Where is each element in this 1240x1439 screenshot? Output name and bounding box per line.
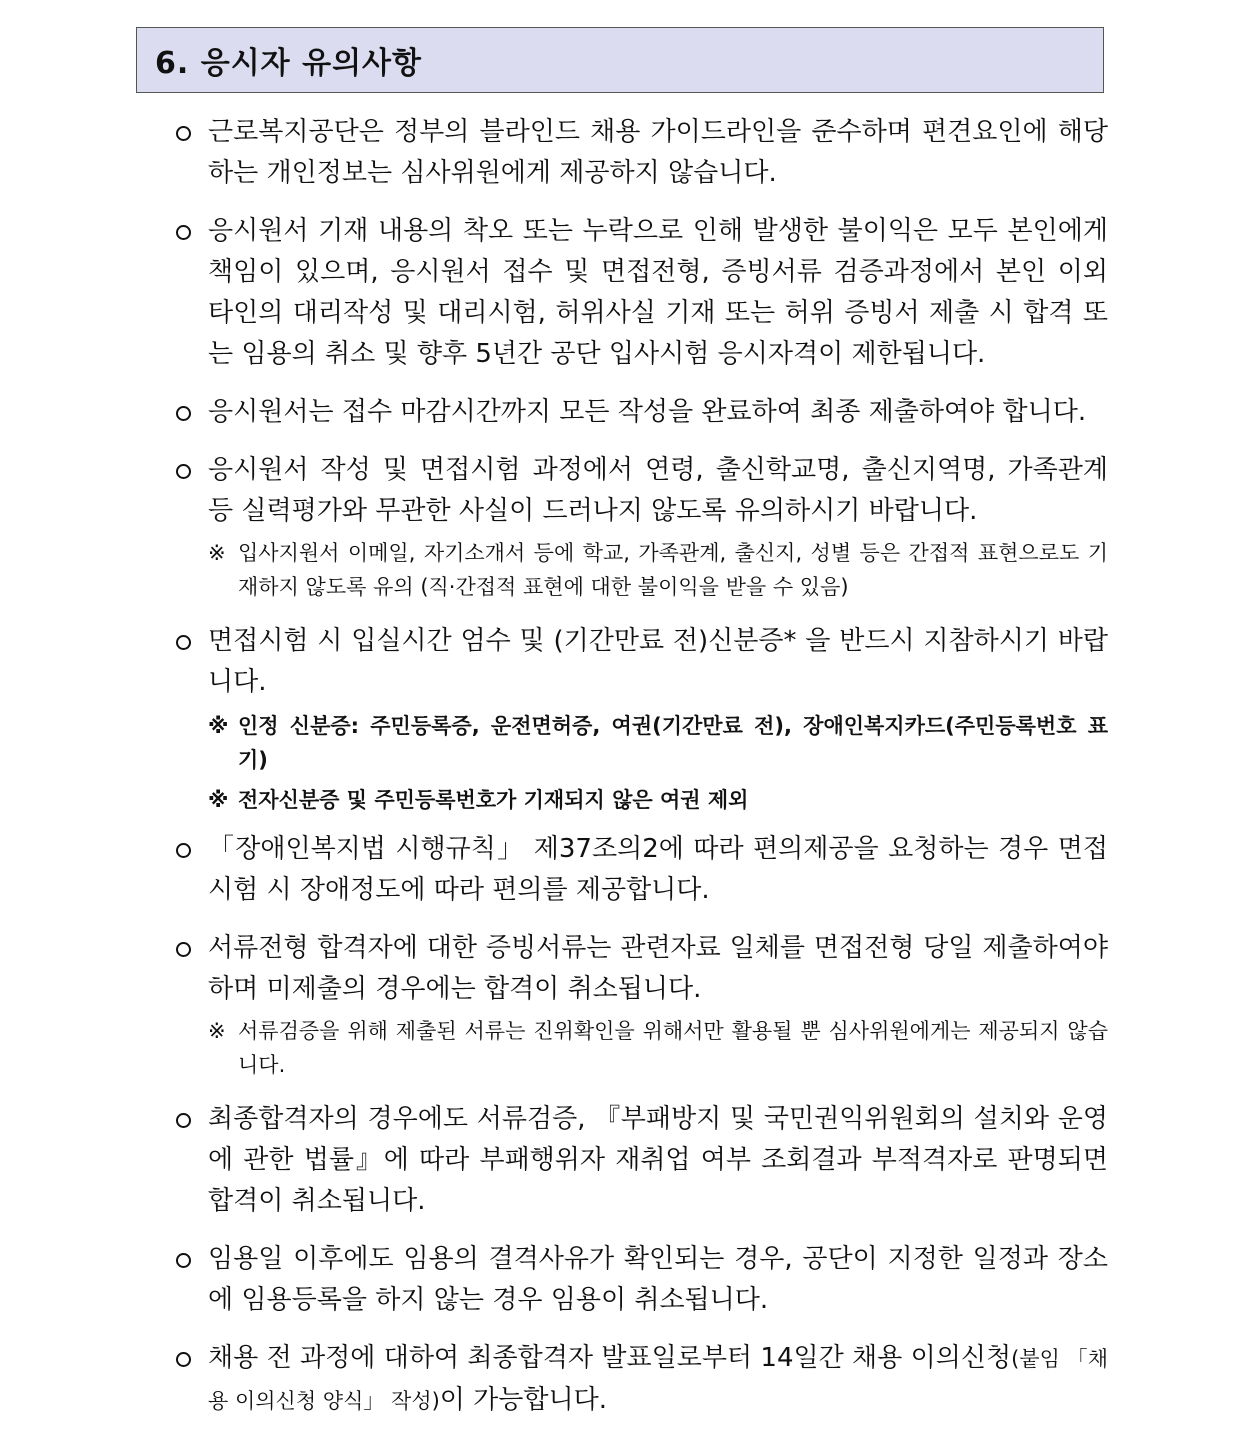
circle-bullet-icon [176, 1113, 191, 1128]
footnote-bold [208, 709, 1108, 777]
item-text [208, 1338, 1108, 1422]
list-item [174, 450, 1108, 604]
list-item [174, 1239, 1108, 1321]
item-text: 근로복지공단은 정부의 블라인드 채용 가이드라인을 준수하며 편견요인에 해당하는 개인정보는 심사위원에게 제공하지 않습니다. [208, 117, 1108, 188]
circle-bullet-icon [176, 635, 191, 650]
circle-bullet-icon [176, 1253, 191, 1268]
item-text: 임용일 이후에도 임용의 결격사유가 확인되는 경우, 공단이 지정한 일정과 장소에 임용등록을 하지 않는 경우 임용이 취소됩니다. [208, 1244, 1108, 1315]
circle-bullet-icon [176, 843, 191, 858]
circle-bullet-icon [176, 225, 191, 240]
reference-mark: ※ [208, 1019, 226, 1043]
notice-list [174, 112, 1108, 1439]
circle-bullet-icon [176, 406, 191, 421]
list-item [174, 928, 1108, 1082]
list-item [174, 621, 1108, 817]
reference-mark: ※ [208, 714, 229, 738]
item-text: 서류전형 합격자에 대한 증빙서류는 관련자료 일체를 면접전형 당일 제출하여야 하며 미제출의 경우에는 합격이 취소됩니다. [208, 933, 1108, 1004]
item-text-end: 이 가능합니다. [439, 1385, 608, 1415]
item-text-small: (붙임 「채용 이의신청 양식」 작성) [208, 1347, 1108, 1413]
reference-mark: ※ [208, 541, 226, 565]
reference-mark: ※ [208, 788, 229, 812]
circle-bullet-icon [176, 464, 191, 479]
footnote-text: 입사지원서 이메일, 자기소개서 등에 학교, 가족관계, 출신지, 성별 등은 간접적 표현으로도 기재하지 않도록 유의 (직·간접적 표현에 대한 불이익을 받을 수 있음) [238, 541, 1108, 599]
footnote-text: 인정 신분증: 주민등록증, 운전면허증, 여권(기간만료 전), 장애인복지카드(주민등록번호 표기) [238, 714, 1108, 772]
list-item [174, 1099, 1108, 1222]
item-text: 응시원서는 접수 마감시간까지 모든 작성을 완료하여 최종 제출하여야 합니다. [208, 397, 1087, 427]
list-item [174, 211, 1108, 375]
item-text: 응시원서 기재 내용의 착오 또는 누락으로 인해 발생한 불이익은 모두 본인에게 책임이 있으며, 응시원서 접수 및 면접전형, 증빙서류 검증과정에서 본인 이외 타인의 대리작성 및 대리시험, 허위사실 기재 또는 허위 증빙서 제출 시 합격 또는 임용의 취소 및 향후 5년간 공단 입사시험 응시자격이 제한됩니다. [208, 216, 1109, 369]
footnote [208, 1014, 1108, 1082]
footnote [208, 536, 1108, 604]
item-text-main: 채용 전 과정에 대하여 최종합격자 발표일로부터 14일간 채용 이의신청 [208, 1343, 1012, 1373]
section-title: 6. 응시자 유의사항 [136, 27, 1104, 93]
item-text: 최종합격자의 경우에도 서류검증, 『부패방지 및 국민권익위원회의 설치와 운영에 관한 법률』에 따라 부패행위자 재취업 여부 조회결과 부적격자로 판명되면 합격이 취소됩니다. [208, 1104, 1108, 1216]
circle-bullet-icon [176, 1352, 191, 1367]
list-item [174, 829, 1108, 911]
footnote-text: 서류검증을 위해 제출된 서류는 진위확인을 위해서만 활용될 뿐 심사위원에게는 제공되지 않습니다. [238, 1019, 1108, 1077]
item-text: 「장애인복지법 시행규칙」 제37조의2에 따라 편의제공을 요청하는 경우 면접시험 시 장애정도에 따라 편의를 제공합니다. [208, 834, 1108, 905]
item-text: 응시원서 작성 및 면접시험 과정에서 연령, 출신학교명, 출신지역명, 가족관계 등 실력평가와 무관한 사실이 드러나지 않도록 유의하시기 바랍니다. [208, 455, 1108, 526]
circle-bullet-icon [176, 126, 191, 141]
list-item [174, 392, 1108, 433]
footnote-text: 전자신분증 및 주민등록번호가 기재되지 않은 여권 제외 [238, 788, 749, 812]
list-item [174, 1338, 1108, 1422]
footnote-bold [208, 783, 1108, 817]
circle-bullet-icon [176, 942, 191, 957]
list-item [174, 112, 1108, 194]
item-text: 면접시험 시 입실시간 엄수 및 (기간만료 전)신분증* 을 반드시 지참하시기 바랍니다. [208, 626, 1108, 697]
